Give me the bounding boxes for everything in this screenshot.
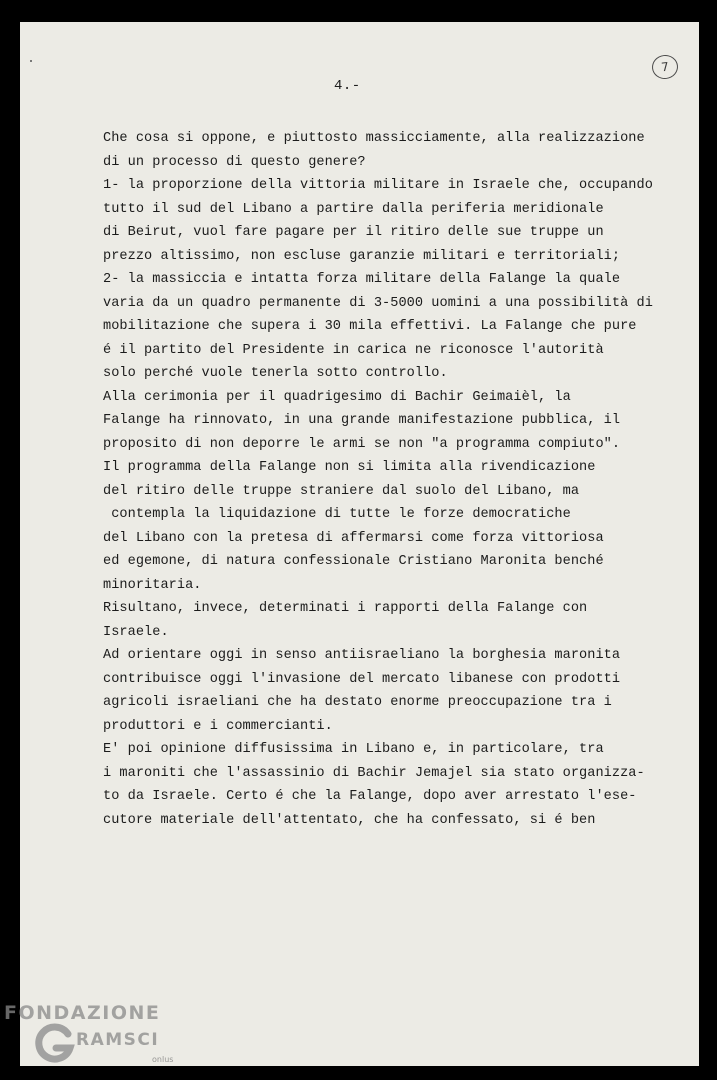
text-line: ed egemone, di natura confessionale Cristiano Maronita benché (103, 554, 604, 569)
text-line: agricoli israeliani che ha destato enorme preoccupazione tra i (103, 695, 612, 710)
text-line: di un processo di questo genere? (103, 154, 366, 170)
text-line: solo perché vuole tenerla sotto controllo. (103, 366, 448, 381)
text-line: i maroniti che l'assassinio di Bachir Jemajel sia stato organizza- (103, 765, 645, 781)
body-text (103, 127, 673, 832)
text-line: Il programma della Falange non si limita alla rivendicazione (103, 460, 596, 475)
watermark-line2: RAMSCI (76, 1030, 160, 1050)
text-line: to da Israele. Certo é che la Falange, dopo aver arrestato l'ese- (103, 789, 637, 804)
text-line: mobilitazione che supera i 30 mila effettivi. La Falange che pure (103, 319, 637, 334)
text-line: produttori e i commercianti. (103, 718, 333, 734)
text-line: Falange ha rinnovato, in una grande manifestazione pubblica, il (103, 413, 621, 428)
watermark-line1: FONDAZIONE (4, 1002, 161, 1024)
text-line: E' poi opinione diffusissima in Libano e, in particolare, tra (103, 742, 604, 757)
text-line: del ritiro delle truppe straniere dal suolo del Libano, ma (103, 483, 580, 499)
text-line: 2- la massiccia e intatta forza militare della Falange la quale (103, 272, 621, 287)
archive-number-stamp: 7 (651, 54, 679, 81)
watermark-suffix: onlus (152, 1055, 174, 1064)
text-line: prezzo altissimo, non escluse garanzie militari e territoriali; (103, 248, 621, 264)
text-line: del Libano con la pretesa di affermarsi come forza vittoriosa (103, 530, 604, 546)
text-line: Che cosa si oppone, e piuttosto massicciamente, alla realizzazione (103, 131, 645, 146)
text-line: Alla cerimonia per il quadrigesimo di Bachir Geimaièl, la (103, 389, 571, 405)
watermark-g-logo-icon (32, 1022, 76, 1066)
text-line: 1- la proporzione della vittoria militare in Israele che, occupando (103, 178, 653, 193)
page-number: 4.- (334, 78, 361, 94)
text-line: contempla la liquidazione di tutte le forze democratiche (103, 507, 571, 522)
text-line: é il partito del Presidente in carica ne riconosce l'autorità (103, 342, 604, 358)
text-line: varia da un quadro permanente di 3-5000 uomini a una possibilità di (103, 295, 653, 311)
text-line: di Beirut, vuol fare pagare per il ritiro delle sue truppe un (103, 225, 604, 240)
text-line: minoritaria. (103, 577, 202, 593)
text-line: Ad orientare oggi in senso antiisraeliano la borghesia maronita (103, 648, 621, 663)
archive-watermark (4, 1000, 184, 1080)
text-line: Risultano, invece, determinati i rapporti della Falange con (103, 601, 588, 616)
text-line: proposito di non deporre le armi se non "a programma compiuto". (103, 436, 621, 452)
text-line: contribuisce oggi l'invasione del mercato libanese con prodotti (103, 671, 621, 687)
text-line: tutto il sud del Libano a partire dalla periferia meridionale (103, 201, 604, 217)
text-line: Israele. (103, 624, 169, 640)
text-line: cutore materiale dell'attentato, che ha confessato, si é ben (103, 812, 596, 828)
paper-speck (30, 60, 32, 62)
